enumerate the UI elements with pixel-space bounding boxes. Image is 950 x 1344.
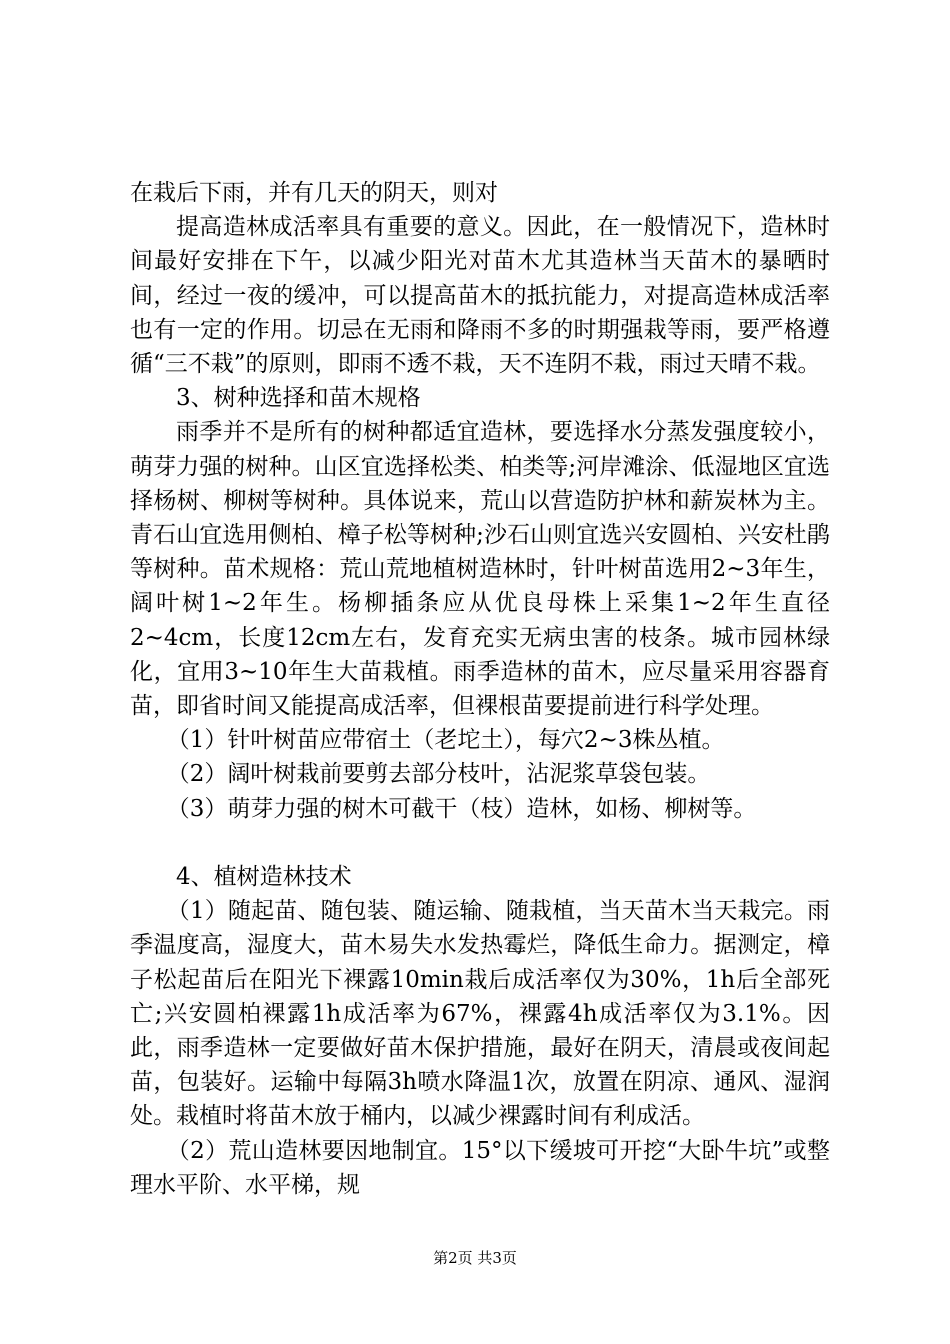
paragraph-technique-1: （1）随起苗、随包装、随运输、随栽植，当天苗木当天栽完。雨季温度高，湿度大，苗木易失水发热霉烂，降低生命力。据测定，樟子松起苗后在阳光下裸露10min栽后成活率仅为30%，1h后全部死亡;兴安圆柏裸露1h成活率为67%，裸露4h成活率仅为3.1%。因此，雨季造林一定要做好苗木保护措施，最好在阴天，清晨或夜间起苗，包装好。运输中每隔3h喷水降温1次，放置在阴凉、通风、湿润处。栽植时将苗木放于桶内，以减少裸露时间有利成活。 — [130, 898, 830, 1130]
paragraph-technique-2: （2）荒山造林要因地制宜。15°以下缓坡可开挖“大卧牛坑”或整理水平阶、水平梯，规 — [130, 1137, 830, 1198]
section-heading-technique: 4、植树造林技术 — [176, 864, 352, 891]
page-footer: 第2页 共3页 — [433, 1249, 517, 1267]
paragraph-continuation: 在栽后下雨，并有几天的阴天，则对 — [130, 180, 498, 206]
paragraph-species: 雨季并不是所有的树种都适宜造林，要选择水分蒸发强度较小，萌芽力强的树种。山区宜选择松类、柏类等;河岸滩涂、低湿地区宜选择杨树、柳树等树种。具体说来，荒山以营造防护林和薪炭林为主。青石山宜选用侧柏、樟子松等树种;沙石山则宜选兴安圆柏、兴安杜鹃等树种。苗术规格：荒山荒地植树造林时，针叶树苗选用2~3年生，阔叶树1~2年生。杨柳插条应从优良母株上采集1~2年生直径2~4cm，长度12cm左右，发育充实无病虫害的枝条。城市园林绿化，宜用3~10年生大苗栽植。雨季造林的苗木，应尽量采用容器育苗，即省时间又能提高成活率，但裸根苗要提前进行科学处理。 — [130, 419, 830, 720]
paragraph-planting-time: 提高造林成活率具有重要的意义。因此，在一般情况下，造林时间最好安排在下午，以减少阳光对苗木尤其造林当天苗木的暴晒时间，经过一夜的缓冲，可以提高苗木的抵抗能力，对提高造林成活率也有一定的作用。切忌在无雨和降雨不多的时期强栽等雨，要严格遵循“三不栽”的原则，即雨不透不栽，天不连阴不栽，雨过天晴不栽。 — [130, 214, 830, 378]
section-heading-species: 3、树种选择和苗木规格 — [176, 385, 421, 412]
list-item-conifer: （1）针叶树苗应带宿土（老坨土），每穴2~3株丛植。 — [166, 727, 725, 754]
blank-line — [130, 826, 830, 860]
document-body — [130, 176, 830, 1202]
list-item-sprouting: （3）萌芽力强的树木可截干（枝）造林，如杨、柳树等。 — [166, 795, 757, 822]
list-item-broadleaf: （2）阔叶树栽前要剪去部分枝叶，沾泥浆草袋包装。 — [166, 761, 711, 788]
